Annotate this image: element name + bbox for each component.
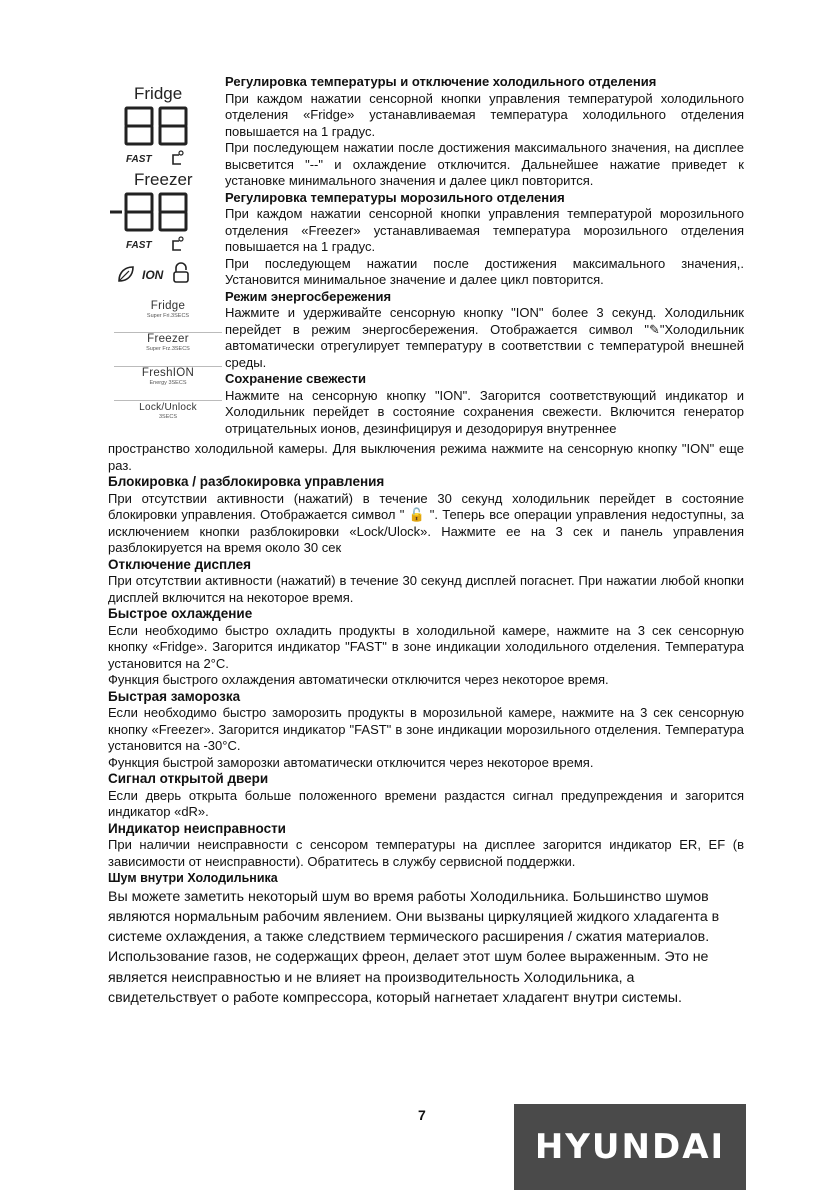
leaf-energy-icon xyxy=(116,264,136,284)
section-heading: Блокировка / разблокировка управления xyxy=(108,474,385,489)
button-fridge[interactable] xyxy=(114,300,222,320)
section-heading: Сохранение свежести xyxy=(225,371,366,386)
freezer-digits xyxy=(108,192,192,234)
brand-logo: HYUNDAI xyxy=(514,1104,746,1190)
control-panel-illustration xyxy=(108,74,226,434)
button-freezer[interactable] xyxy=(114,332,222,353)
degree-c-icon xyxy=(170,150,186,166)
section-paragraph: Если дверь открыта больше положенного времени раздастся сигнал предупреждения и загорится индикатор «dR». xyxy=(108,787,744,819)
section-paragraph: Функция быстрой заморозки автоматически отключится через некоторое время. xyxy=(108,754,594,770)
section-heading: Режим энергосбережения xyxy=(225,288,392,304)
button-freshion-label: FreshION xyxy=(141,367,195,379)
section-paragraph: При отсутствии активности (нажатий) в течение 30 секунд дисплей погаснет. При нажатии любой кнопки дисплей включится на некоторое время. xyxy=(108,573,744,605)
section-paragraph: Если необходимо быстро охладить продукты в холодильной камере, нажмите на 3 сек сенсорную кнопку «Fridge». Загорится индикатор "FAST" в зоне индикации холодильного отделения. Температура установится на 2°С. xyxy=(108,622,744,671)
main-text xyxy=(108,441,744,1008)
section-paragraph: Нажмите и удерживайте сенсорную кнопку "ION" более 3 секунд. Холодильник перейдет в режим энергосбережения. Отображается символ "✎"Холодильник автоматически отрегулирует температуру в соответствии с температурой внешней среды. xyxy=(225,305,744,370)
section-paragraph: При каждом нажатии сенсорной кнопки управления температурой морозильного отделения «Freezer» устанавливаемая температура морозильного отделения повышается на 1 градус. xyxy=(225,206,744,254)
fast-freezer-indicator: FAST xyxy=(126,240,152,251)
section-paragraph: При каждом нажатии сенсорной кнопки управления температурой холодильного отделения «Fridge» устанавливаемая температура холодильного отделения повышается на 1 градус. xyxy=(225,90,744,139)
noise-paragraph: Вы можете заметить некоторый шум во время работы Холодильника. Большинство шумов являются нормальным рабочим явлением. Они вызваны циркуляцией жидкого хладагента в системе охлаждения, а также следствием термического расширения / сжатия материалов. Использование газов, не содержащих фреон, делает этот шум более выраженным. Это не является неисправностью и не влияет на производительность Холодильника, а свидетельствует о работе компрессора, который нагнетает хладагент внутри системы. xyxy=(108,888,720,1006)
fridge-display-label: Fridge xyxy=(134,84,183,103)
continuation-paragraph: пространство холодильной камеры. Для выключения режима нажмите на сенсорную кнопку "ION" еще раз. xyxy=(108,441,744,473)
section-heading: Шум внутри Холодильника xyxy=(108,871,278,885)
lock-icon xyxy=(172,262,190,284)
button-fridge-sub: Super Fri.3SECS xyxy=(146,313,190,319)
button-lock-sub: 3SECS xyxy=(158,414,178,420)
section-heading: Регулировка температуры и отключение холодильного отделения xyxy=(225,74,657,89)
section-paragraph: При последующем нажатии после достижения максимального значения,. Установится минимальное значение и далее цикл повторится. xyxy=(225,255,744,287)
button-freshion-sub: Energy 3SECS xyxy=(149,380,187,386)
top-text-column xyxy=(225,74,744,437)
freezer-display-label: Freezer xyxy=(134,170,193,189)
section-heading: Индикатор неисправности xyxy=(108,820,286,836)
section-paragraph: При последующем нажатии после достижения максимального значения, на дисплее высветится "--" и охлаждение отключится. Дальнейшее нажатие приведет к установке минимального значения и далее цикл повторится. xyxy=(225,140,744,188)
section-paragraph: Нажмите на сенсорную кнопку "ION". Загорится соответствующий индикатор и Холодильник перейдет в состояние сохранения свежести. Включится генератор отрицательных ионов, дезинфицируя и дезодорируя внутреннее xyxy=(225,387,744,436)
fridge-digits xyxy=(122,106,192,148)
section-heading: Быстрое охлаждение xyxy=(108,606,253,621)
page-number: 7 xyxy=(418,1107,426,1123)
section-heading: Регулировка температуры морозильного отделения xyxy=(225,189,565,205)
section-heading: Быстрая заморозка xyxy=(108,688,241,704)
section-paragraph: При отсутствии активности (нажатий) в течение 30 секунд холодильник перейдет в состояние блокировки управления. Отображается символ " 🔓 ". Теперь все операции управления недоступны, за исключением кнопки разблокировки «Lock/Ulock». Нажмите ее на 3 сек и панель управления разблокируется на время около 30 сек xyxy=(108,490,744,555)
button-fridge-label: Fridge xyxy=(150,300,186,312)
section-heading: Сигнал открытой двери xyxy=(108,771,269,786)
degree-c-icon xyxy=(170,236,186,252)
section-paragraph: Функция быстрого охлаждения автоматически отключится через некоторое время. xyxy=(108,672,609,687)
section-paragraph: При наличии неисправности с сенсором температуры на дисплее загорится индикатор ER, EF (в зависимости от неисправности). Обратитесь в службу сервисной поддержки. xyxy=(108,837,744,869)
section-paragraph: Если необходимо быстро заморозить продукты в морозильной камере, нажмите на 3 сек сенсорную кнопку «Freezer». Загорится индикатор "FAST" в зоне индикации морозильного отделения. Температура установится на -30°С. xyxy=(108,705,744,753)
button-freezer-label: Freezer xyxy=(147,333,189,345)
button-lock-unlock[interactable] xyxy=(114,400,222,421)
section-heading: Отключение дисплея xyxy=(108,556,251,572)
button-freezer-sub: Super Frz.3SECS xyxy=(146,346,190,352)
button-freshion[interactable] xyxy=(114,366,222,387)
button-lock-label: Lock/Unlock xyxy=(139,402,197,413)
ion-indicator: ION xyxy=(142,268,164,282)
fast-fridge-indicator: FAST xyxy=(126,154,152,165)
